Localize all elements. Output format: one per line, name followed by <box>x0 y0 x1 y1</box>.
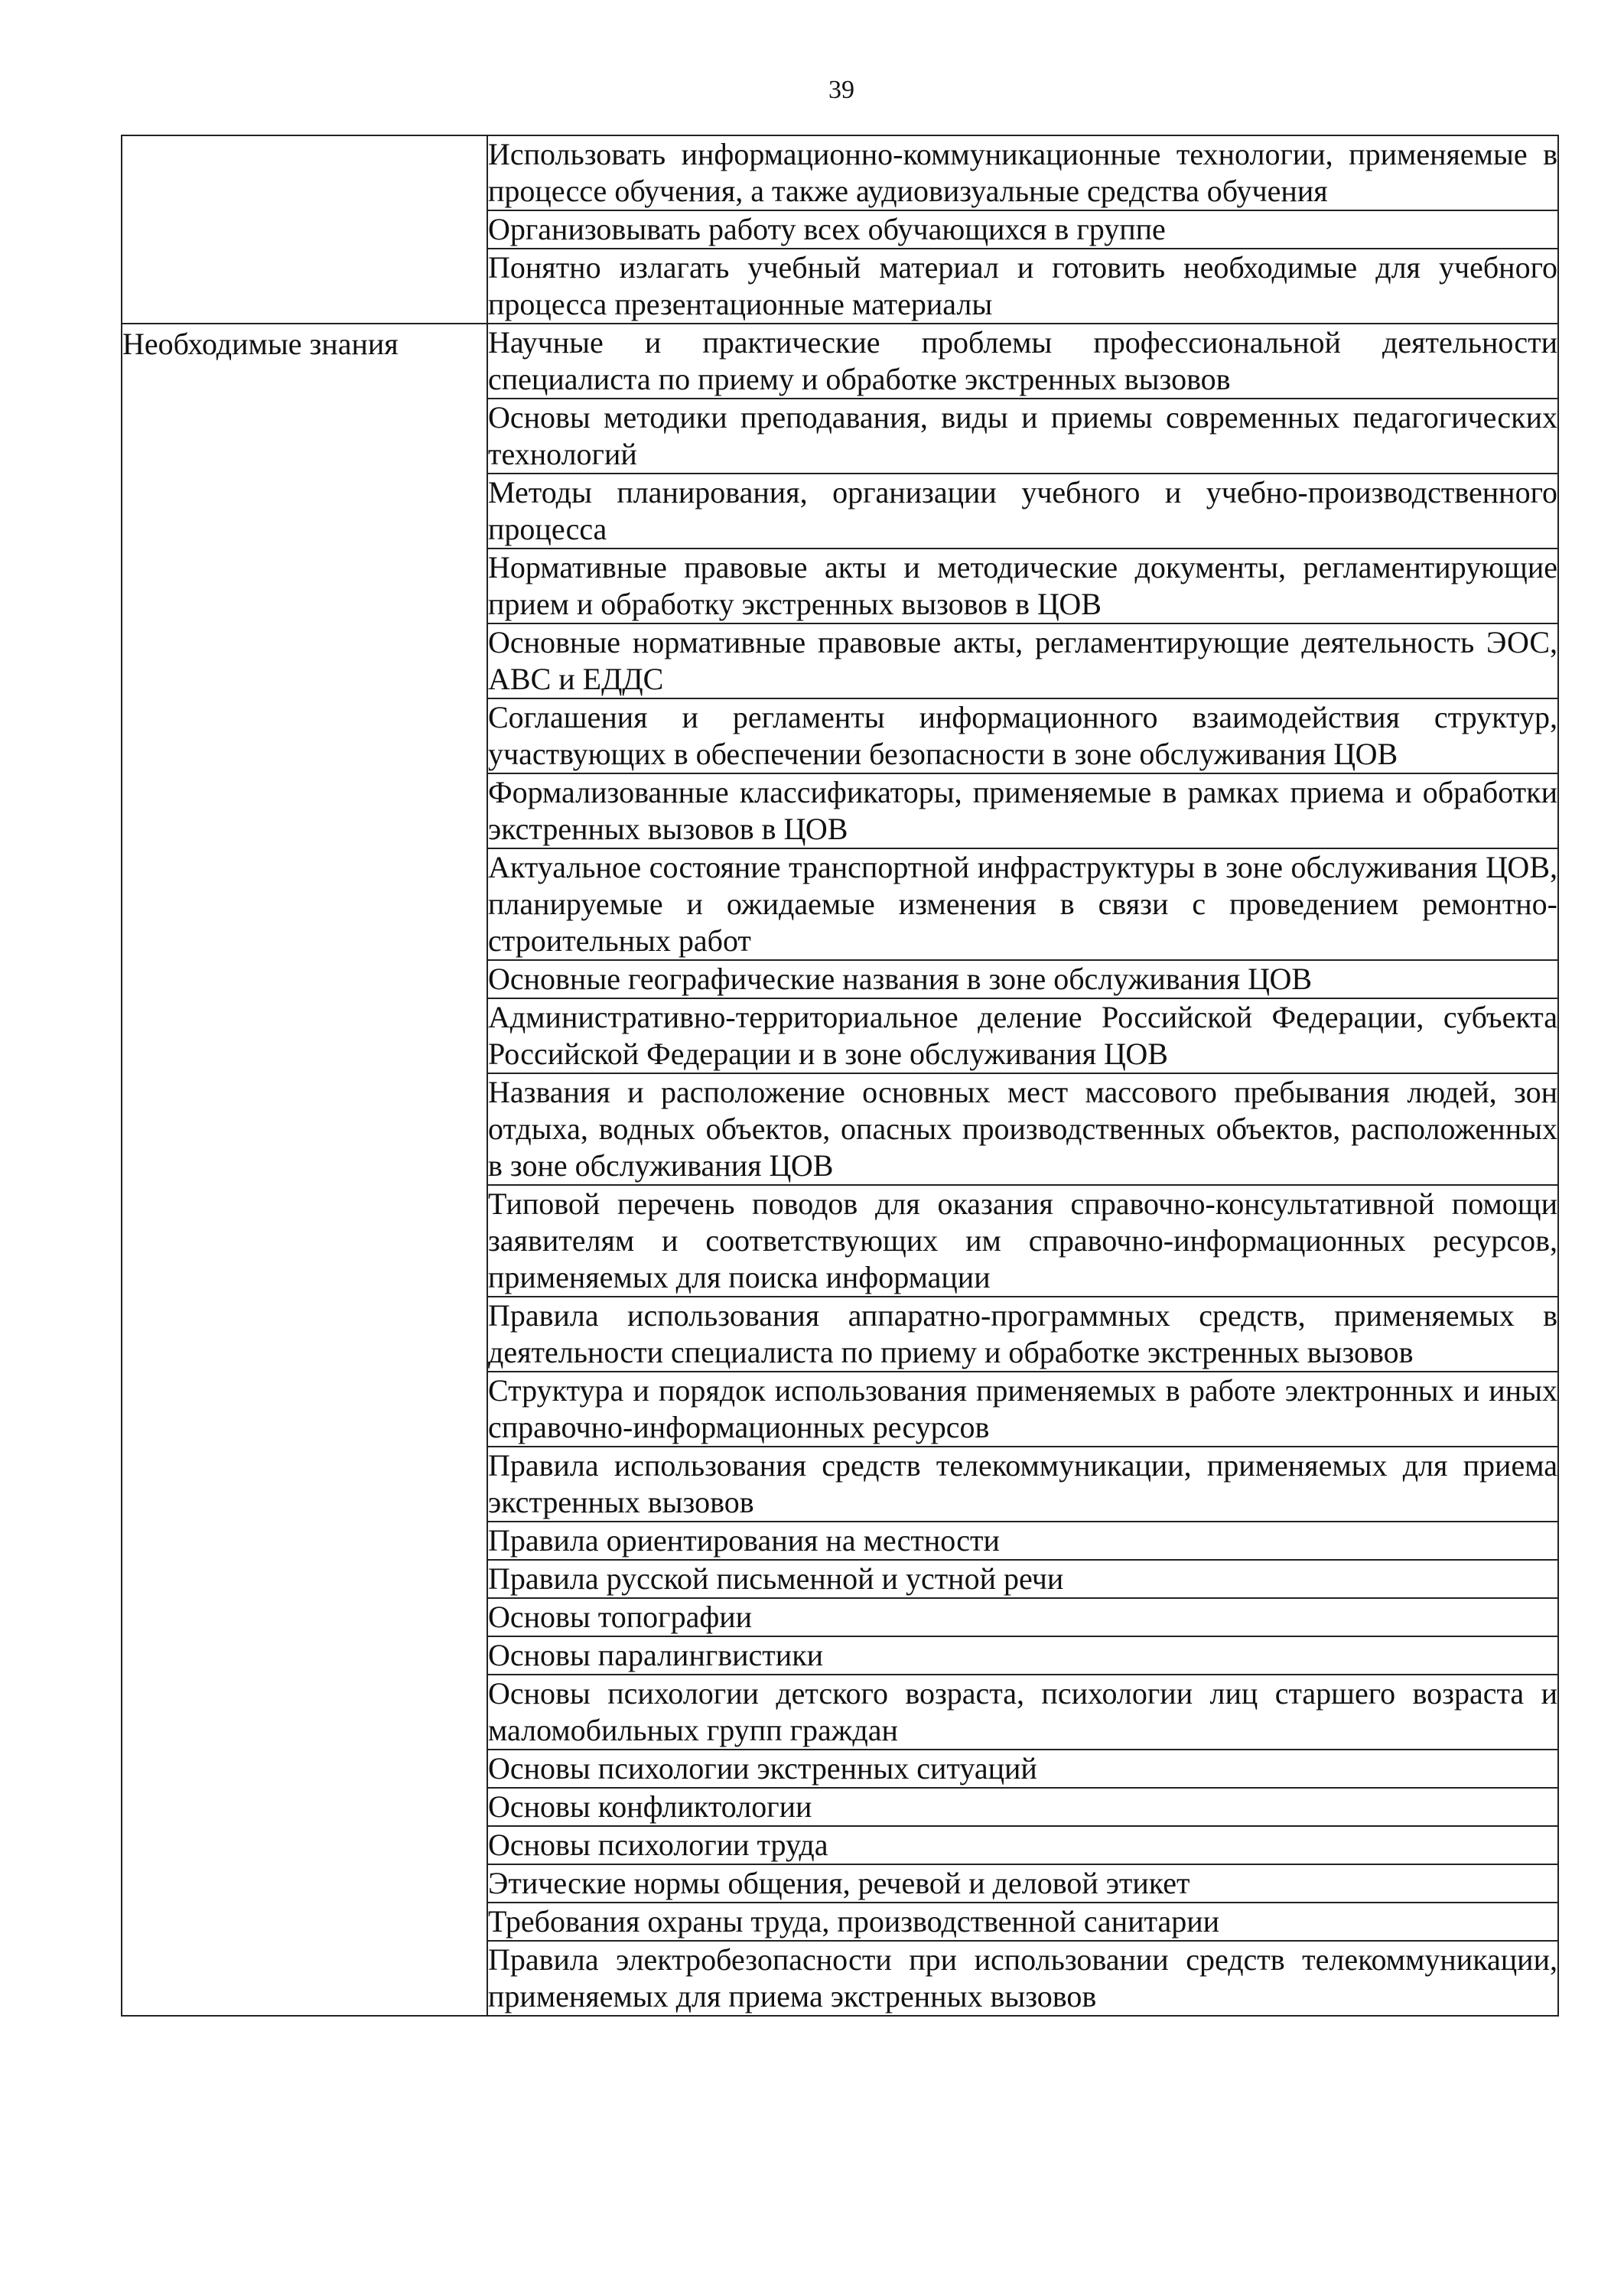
knowledge-item: Правила использования аппаратно-программных средств, применяемых в деятельности специалиста по приему и обработке экстренных вызовов <box>488 1298 1557 1369</box>
knowledge-item: Соглашения и регламенты информационного взаимодействия структур, участвующих в обеспечении безопасности в зоне обслуживания ЦОВ <box>488 700 1557 771</box>
table-cell <box>487 1675 1558 1750</box>
table-cell <box>487 1297 1558 1372</box>
knowledge-item: Основы психологии труда <box>488 1828 828 1862</box>
table-cell <box>487 399 1558 474</box>
knowledge-item: Методы планирования, организации учебного и учебно-производственного процесса <box>488 475 1557 546</box>
table-cell <box>487 773 1558 848</box>
knowledge-item: Названия и расположение основных мест массового пребывания людей, зон отдыха, водных объектов, опасных производственных объектов, расположенных в зоне обслуживания ЦОВ <box>488 1075 1557 1183</box>
table-cell <box>487 1522 1558 1560</box>
table-cell <box>487 998 1558 1073</box>
table-cell <box>487 848 1558 960</box>
table-cell <box>487 1941 1558 2016</box>
table-cell <box>487 960 1558 998</box>
knowledge-item: Формализованные классификаторы, применяемые в рамках приема и обработки экстренных вызовов в ЦОВ <box>488 775 1557 846</box>
knowledge-item: Основы психологии детского возраста, психологии лиц старшего возраста и маломобильных групп граждан <box>488 1676 1557 1747</box>
competency-table <box>121 135 1559 2017</box>
knowledge-item: Основы методики преподавания, виды и приемы современных педагогических технологий <box>488 400 1557 471</box>
skill-item: Организовывать работу всех обучающихся в группе <box>488 212 1166 246</box>
knowledge-item: Нормативные правовые акты и методические документы, регламентирующие прием и обработку экстренных вызовов в ЦОВ <box>488 550 1557 621</box>
table-cell <box>487 549 1558 623</box>
knowledge-item: Структура и порядок использования применяемых в работе электронных и иных справочно-информационных ресурсов <box>488 1373 1557 1444</box>
knowledge-item: Этические нормы общения, речевой и деловой этикет <box>488 1866 1190 1900</box>
table-cell <box>487 1185 1558 1297</box>
skill-item: Понятно излагать учебный материал и готовить необходимые для учебного процесса презентационные материалы <box>488 250 1557 321</box>
page-number: 39 <box>828 76 854 104</box>
table-cell <box>487 249 1558 324</box>
table-cell <box>487 698 1558 773</box>
knowledge-item: Правила электробезопасности при использовании средств телекоммуникации, применяемых для приема экстренных вызовов <box>488 1942 1557 2013</box>
knowledge-item: Основные нормативные правовые акты, регламентирующие деятельность ЭОС, АВС и ЕДДС <box>488 625 1557 696</box>
knowledge-item: Требования охраны труда, производственной санитарии <box>488 1904 1220 1939</box>
knowledge-item: Основы топографии <box>488 1600 753 1634</box>
table-cell <box>487 135 1558 210</box>
table-cell <box>487 1598 1558 1636</box>
knowledge-label-cell <box>122 324 487 2016</box>
table-cell <box>487 1750 1558 1788</box>
table-cell <box>487 1826 1558 1864</box>
knowledge-item: Научные и практические проблемы профессиональной деятельности специалиста по приему и обработке экстренных вызовов <box>488 325 1557 396</box>
table-cell <box>487 324 1558 399</box>
knowledge-item: Основы психологии экстренных ситуаций <box>488 1751 1037 1786</box>
knowledge-item: Основы паралингвистики <box>488 1638 824 1672</box>
table-cell <box>487 1447 1558 1522</box>
skill-item: Использовать информационно-коммуникационные технологии, применяемые в процессе обучения, а также аудиовизуальные средства обучения <box>488 137 1557 208</box>
table-row <box>122 324 1558 399</box>
knowledge-item: Административно-территориальное деление Российской Федерации, субъекта Российской Федерации и в зоне обслуживания ЦОВ <box>488 1000 1557 1071</box>
knowledge-item: Правила использования средств телекоммуникации, применяемых для приема экстренных вызовов <box>488 1448 1557 1519</box>
knowledge-item: Основные географические названия в зоне обслуживания ЦОВ <box>488 962 1313 996</box>
knowledge-label: Необходимые знания <box>122 327 399 361</box>
table-cell <box>487 1788 1558 1826</box>
table-cell <box>487 474 1558 549</box>
table-cell <box>487 1073 1558 1185</box>
table-cell <box>487 1372 1558 1447</box>
table-cell <box>487 210 1558 249</box>
table-cell <box>487 1636 1558 1675</box>
skills-left-cell <box>122 135 487 324</box>
table-cell <box>487 623 1558 698</box>
knowledge-item: Правила русской письменной и устной речи <box>488 1561 1064 1596</box>
knowledge-item: Актуальное состояние транспортной инфраструктуры в зоне обслуживания ЦОВ, планируемые и ожидаемые изменения в связи с проведением ремонтно-строительных работ <box>488 850 1557 958</box>
knowledge-item: Правила ориентирования на местности <box>488 1523 1000 1558</box>
table-row <box>122 135 1558 210</box>
table-cell <box>487 1903 1558 1941</box>
knowledge-item: Типовой перечень поводов для оказания справочно-консультативной помощи заявителям и соответствующих им справочно-информационных ресурсов, применяемых для поиска информации <box>488 1187 1557 1294</box>
knowledge-item: Основы конфликтологии <box>488 1789 812 1824</box>
table-cell <box>487 1560 1558 1598</box>
table-cell <box>487 1864 1558 1903</box>
